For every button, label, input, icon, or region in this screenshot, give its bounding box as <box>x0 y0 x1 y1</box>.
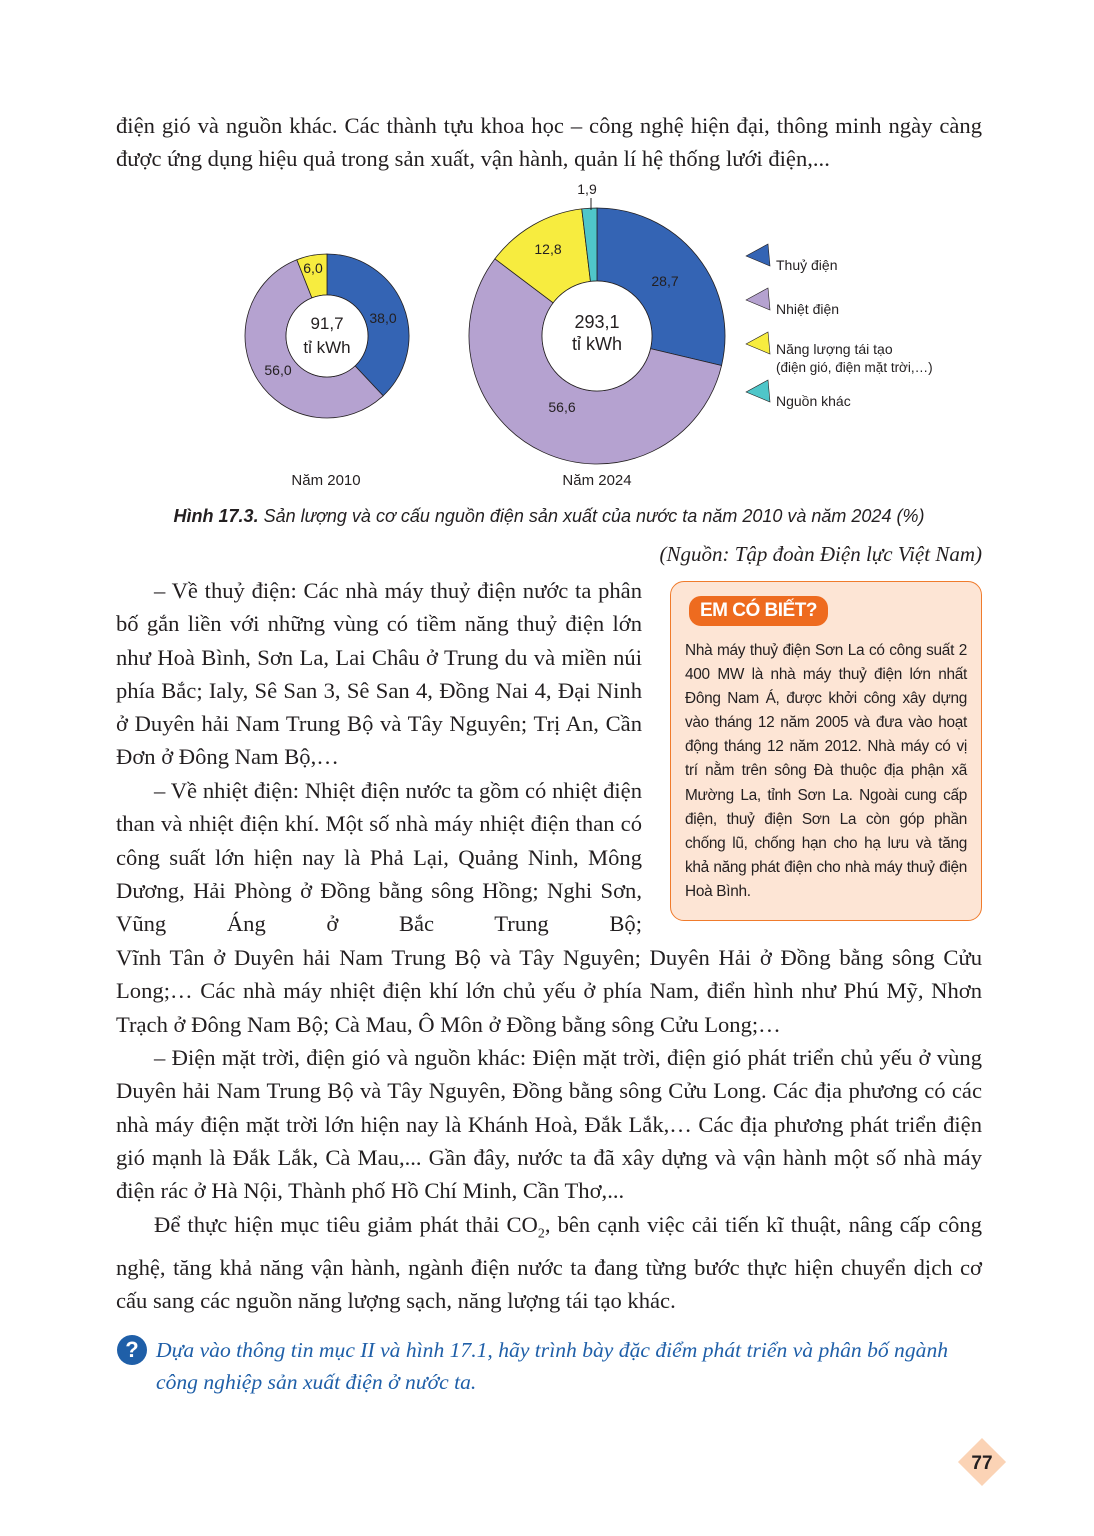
slice-label-2024-renew: 12,8 <box>534 241 562 257</box>
hydro-paragraph: – Về thuỷ điện: Các nhà máy thuỷ điện nước ta phân bố gắn liền với những vùng có tiềm năng thuỷ điện lớn như Hoà Bình, Sơn La, Lai Châu ở Trung du và miền núi phía Bắc; Ialy, Sê San 3, Sê San 4, Đồng Nai 4, Đại Ninh ở Duyên hải Nam Trung Bộ và Tây Nguyên; Trị An, Cần Đơn ở Đông Nam Bộ,… <box>116 578 642 770</box>
legend-label-thermal: Nhiệt điện <box>776 301 840 317</box>
slice-label-2010-renew: 6,0 <box>303 260 323 276</box>
thermal-paragraph-part1: – Về nhiệt điện: Nhiệt điện nước ta gồm có nhiệt điện than và nhiệt điện khí. Một số nhà máy nhiệt điện than có công suất lớn hiện nay là Phả Lại, Quảng Ninh, Mông Dương, Hải Phòng ở Đồng bằng sông Hồng; Nghi Sơn, Vũng Áng ở Bắc Trung Bộ; <box>116 778 642 937</box>
slice-label-2024-hydro: 28,7 <box>651 273 679 289</box>
svg-text:?: ? <box>125 1337 139 1362</box>
center-unit-2024: tỉ kWh <box>571 334 623 354</box>
co2-text-b: , bên cạnh việc cải tiến kĩ thuật, nâng cấp công nghệ, tăng khả năng vận hành, ngành điện nước ta đang từng bước thực hiện chuyển dịch cơ cấu sang các nguồn năng lượng sạch, năng lượng tái tạo khác. <box>116 1212 983 1314</box>
legend-label-other: Nguồn khác <box>776 393 851 409</box>
donut-hole-2010 <box>286 295 368 377</box>
center-value-2024: 293,1 <box>574 312 620 332</box>
center-unit-2010: tỉ kWh <box>303 338 351 357</box>
legend-swatch-thermal <box>746 288 770 310</box>
legend-swatch-hydro <box>746 244 770 266</box>
year-label-2010: Năm 2010 <box>291 472 361 489</box>
legend-swatch-other <box>746 380 770 402</box>
legend-item-renew <box>746 332 933 375</box>
did-you-know-title: EM CÓ BIẾT? <box>689 596 828 626</box>
slice-label-2010-thermal: 56,0 <box>264 362 292 378</box>
page-number: 77 <box>971 1453 993 1474</box>
center-value-2010: 91,7 <box>310 314 344 333</box>
co2-text-a: Để thực hiện mục tiêu giảm phát thải CO <box>154 1212 538 1237</box>
legend-item-other <box>746 380 851 409</box>
slice-label-2010-hydro: 38,0 <box>369 310 397 326</box>
chart-legend <box>746 244 933 409</box>
slice-label-2024-other: 1,9 <box>577 181 597 197</box>
figure-number: Hình 17.3. <box>173 506 259 526</box>
thermal-paragraph-part2: Vĩnh Tân ở Duyên hải Nam Trung Bộ và Tây Nguyên; Duyên Hải ở Đồng bằng sông Cửu Long;… Các nhà máy nhiệt điện khí lớn chủ yếu ở phía Nam, điển hình như Phú Mỹ, Nhơn Trạch ở Đông Nam Bộ; Cà Mau, Ô Môn ở Đồng bằng sông Cửu Long;… <box>116 945 982 1037</box>
did-you-know-text: Nhà máy thuỷ điện Sơn La có công suất 2 400 MW là nhà máy thuỷ điện lớn nhất Đông Nam Á, được khởi công xây dựng vào tháng 12 năm 2005 và đưa vào hoạt động tháng 12 năm 2012. Nhà máy có vị trí nằm trên sông Đà thuộc địa phận xã Mường La, tỉnh Sơn La. Ngoài cung cấp điện, thuỷ điện Sơn La còn góp phần chống lũ, chống hạn cho hạ lưu và tăng khả năng phát điện cho nhà máy thuỷ điện Hoà Bình. <box>685 642 967 900</box>
legend-label-renew-2: (điện gió, điện mặt trời,…) <box>776 360 933 375</box>
page-number-badge <box>956 1436 1008 1488</box>
legend-label-renew: Năng lượng tái tạo <box>776 341 893 357</box>
slice-label-2024-thermal: 56,6 <box>548 399 576 415</box>
solar-paragraph: – Điện mặt trời, điện gió và nguồn khác: Điện mặt trời, điện gió phát triển chủ yếu ở vùng Duyên hải Nam Trung Bộ và Tây Nguyên, Đồng bằng sông Cửu Long. Các địa phương có các nhà máy điện mặt trời lớn hiện nay là Khánh Hoà, Đắk Lắk,… Các địa phương phát triển điện gió mạnh là Đắk Lắk, Cà Mau,... Gần đây, nước ta đã xây dựng và vận hành một số nhà máy điện rác ở Hà Nội, Thành phố Hồ Chí Minh, Cần Thơ,... <box>116 1045 982 1204</box>
question-text: Dựa vào thông tin mục II và hình 17.1, hãy trình bày đặc điểm phát triển và phân bố ngành công nghiệp sản xuất điện ở nước ta. <box>156 1338 949 1394</box>
co2-subscript: 2 <box>537 1226 545 1242</box>
legend-item-thermal <box>746 288 839 317</box>
co2-paragraph <box>116 1208 982 1317</box>
legend-swatch-renew <box>746 332 770 354</box>
donut-charts <box>0 170 1094 500</box>
question-icon <box>116 1334 148 1366</box>
legend-item-hydro <box>746 244 837 273</box>
legend-label-hydro: Thuỷ điện <box>776 257 838 273</box>
donut-2010 <box>245 254 409 418</box>
figure-caption-text: Sản lượng và cơ cấu nguồn điện sản xuất của nước ta năm 2010 và năm 2024 (%) <box>263 506 925 526</box>
did-you-know-box <box>670 581 982 921</box>
figure-source: (Nguồn: Tập đoàn Điện lực Việt Nam) <box>659 542 982 566</box>
year-label-2024: Năm 2024 <box>562 472 632 489</box>
intro-paragraph: điện gió và nguồn khác. Các thành tựu khoa học – công nghệ hiện đại, thông minh ngày càng được ứng dụng hiệu quả trong sản xuất, vận hành, quản lí hệ thống lưới điện,... <box>116 113 982 172</box>
figure-caption <box>116 506 982 527</box>
